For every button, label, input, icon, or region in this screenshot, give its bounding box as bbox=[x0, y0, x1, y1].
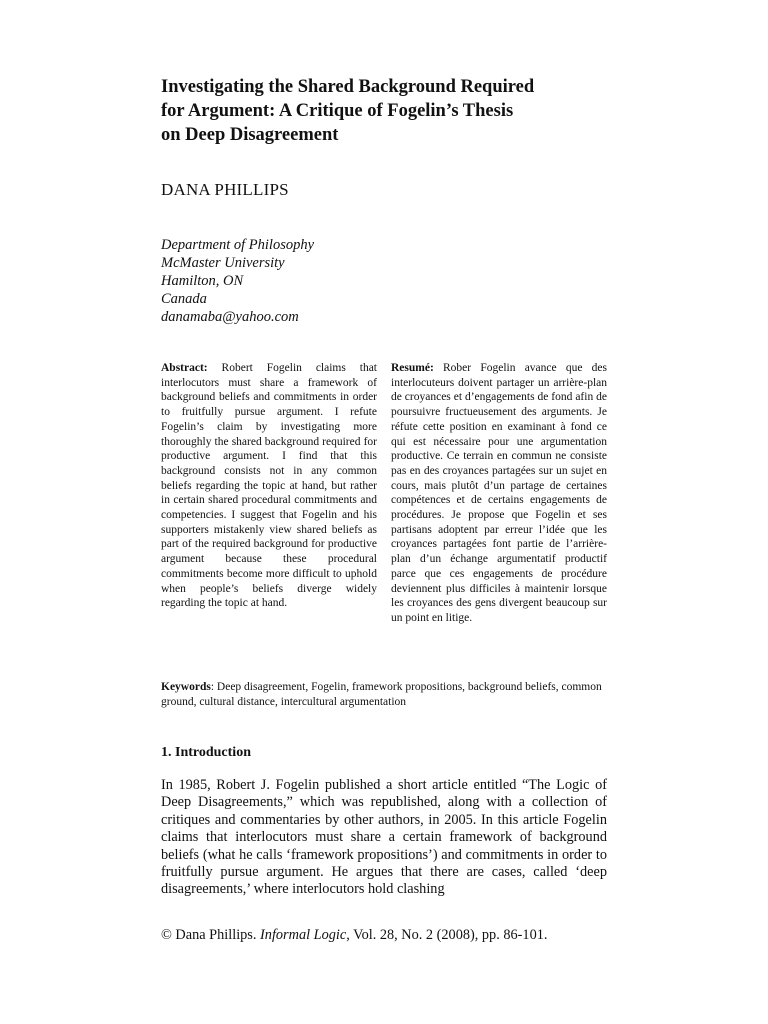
intro-paragraph: In 1985, Robert J. Fogelin published a short article entitled “The Logic of Deep Disagreements,” which was republished, along with a collection of critiques and commentaries by other authors, in 2005. In this article Fogelin claims that interlocutors must share a certain framework of background beliefs (what he calls ‘framework propositions’) and commitments in order to fruitfully pursue argument. He argues that there are cases, called ‘deep disagreements,’ where interlocutors hold clashing bbox=[161, 777, 607, 898]
affiliation-department: Department of Philosophy bbox=[161, 237, 315, 253]
keywords-text: : Deep disagreement, Fogelin, framework propositions, background beliefs, common ground, cultural distance, intercultural argumentation bbox=[161, 681, 602, 708]
resume-text: Rober Fogelin avance que des interlocuteurs doivent partager un arrière-plan de croyances et d’engagements de fond afin de poursuivre fructueusement des arguments. Je réfute cette position en examinant à fond ce qui est nécessaire pour une argumentation productive. Ce terrain en commun ne consiste pas en des croyances partagées sur un sujet en cours, mais plutôt d’un partage de certaines compétences et de certains engagements de procédures. Je propose que Fogelin et ses partisans adoptent par erreur l’idée que les croyances partagées font partie de l’arrière-plan d’un échange argumentatif productif parce que ces engagements de procédure deviennent plus difficiles à maintenir lorsque les croyances des gens divergent beaucoup sur un point en litige. bbox=[391, 362, 607, 624]
title-line-1: Investigating the Shared Background Required bbox=[161, 77, 535, 97]
abstract-label: Abstract: bbox=[161, 362, 222, 374]
affiliation-city: Hamilton, ON bbox=[161, 273, 244, 289]
abstract-english bbox=[161, 361, 377, 611]
title-line-3: on Deep Disagreement bbox=[161, 125, 339, 145]
author-name: DANA PHILLIPS bbox=[161, 180, 289, 199]
affiliation-country: Canada bbox=[161, 291, 207, 307]
title-line-2: for Argument: A Critique of Fogelin’s Thesis bbox=[161, 101, 514, 121]
abstract-french bbox=[391, 361, 607, 626]
author-affiliation bbox=[161, 236, 314, 326]
footer-journal: Informal Logic bbox=[260, 927, 347, 943]
citation-footer bbox=[161, 927, 547, 944]
footer-citation: , Vol. 28, No. 2 (2008), pp. 86-101. bbox=[346, 927, 548, 943]
section-heading: 1. Introduction bbox=[161, 745, 251, 760]
footer-copyright: © Dana Phillips. bbox=[161, 927, 261, 943]
abstract-text: Robert Fogelin claims that interlocutors must share a framework of background beliefs and commitments in order to fruitfully pursue argument. I refute Fogelin’s claim by investigating more thoroughly the shared background required for productive argument. I find that this background consists not in any common beliefs regarding the topic at hand, but rather in certain shared procedural commitments and competencies. I suggest that Fogelin and his supporters mistakenly view shared beliefs as part of the required background for productive argument because these procedural commitments become more difficult to uphold when people’s beliefs diverge widely regarding the topic at hand. bbox=[161, 362, 378, 610]
affiliation-university: McMaster University bbox=[161, 255, 285, 271]
paper-title bbox=[161, 75, 601, 147]
resume-label: Resumé: bbox=[391, 362, 444, 374]
keywords-label: Keywords bbox=[161, 681, 211, 693]
affiliation-email: danamaba@yahoo.com bbox=[161, 309, 299, 325]
keywords bbox=[161, 680, 611, 710]
